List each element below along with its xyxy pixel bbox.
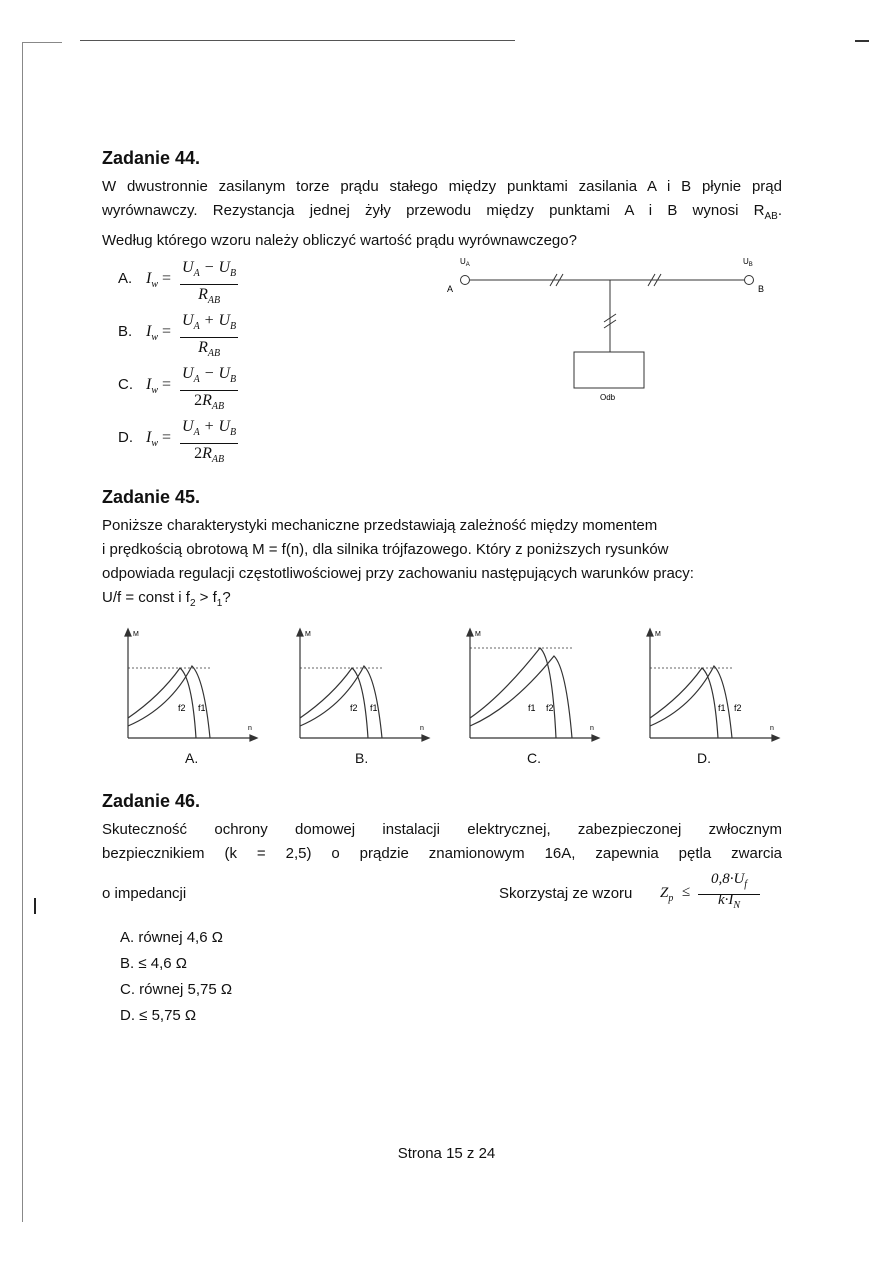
terminal-a <box>461 276 470 285</box>
axis-n-label: n <box>590 725 594 732</box>
option-letter: D. <box>118 429 133 446</box>
scan-margin-mark <box>34 898 36 914</box>
label-ub: $U_B$ <box>743 257 753 268</box>
option-letter: A. <box>118 270 133 287</box>
curve-right <box>470 656 572 738</box>
m-axis-arrow <box>647 629 653 636</box>
option-fraction: $U_A - U_B$ $R_{AB}$ <box>182 259 237 307</box>
chart-caption: A. <box>185 750 199 766</box>
mechanical-characteristic-chart <box>292 626 442 746</box>
curve-left <box>128 668 196 738</box>
curve-label-left: f2 <box>178 703 186 713</box>
label-a: A <box>447 284 454 294</box>
curve-label-right: f1 <box>370 703 378 713</box>
curve-label-left: f2 <box>350 703 358 713</box>
curve-label-left: f1 <box>718 703 726 713</box>
task46-answer: B. ≤ 4,6 Ω <box>120 955 187 972</box>
curve-right <box>300 666 382 738</box>
curve-right <box>128 666 210 738</box>
task44-line: Według którego wzoru należy obliczyć wartość prądu wyrównawczego? <box>102 232 577 249</box>
axis-m-label: M <box>133 631 139 638</box>
mechanical-characteristic-chart <box>642 626 792 746</box>
axis-n-label: n <box>770 725 774 732</box>
task46-answer: C. równej 5,75 Ω <box>120 981 233 998</box>
label-odb: Odb <box>600 393 616 402</box>
axis-m-label: M <box>655 631 661 638</box>
curve-left <box>300 668 368 738</box>
task46-hint: Skorzystaj ze wzoru <box>499 885 633 902</box>
task45-title: Zadanie 45. <box>102 487 201 507</box>
n-axis-arrow <box>422 735 429 741</box>
label-b: B <box>758 284 765 294</box>
chart-caption: C. <box>527 750 541 766</box>
option-fraction: $U_A + U_B$ $R_{AB}$ <box>182 312 237 360</box>
option-fraction: $U_A + U_B$ $2R_{AB}$ <box>182 418 237 466</box>
option-lhs: $I_w$ = <box>146 270 172 291</box>
curve-label-right: f1 <box>198 703 206 713</box>
task46-line1: Skuteczność ochrony domowej instalacji elektrycznej, zabezpieczonej zwłocznym bezpiecznikiem (k = 2,5) o prądzie znamionowym 16A, zapewnia pętla zwarcia <box>102 821 782 862</box>
axis-m-label: M <box>475 631 481 638</box>
n-axis-arrow <box>250 735 257 741</box>
axis-m-label: M <box>305 631 311 638</box>
task46-answer: A. równej 4,6 Ω <box>120 929 223 946</box>
curve-right <box>650 666 732 738</box>
task45-line: odpowiada regulacji częstotliwościowej przy zachowaniu następujących warunków pracy: <box>102 565 694 582</box>
task46-title: Zadanie 46. <box>102 791 201 811</box>
task46-line3: o impedancji <box>102 885 187 902</box>
curve-label-right: f2 <box>734 703 742 713</box>
task44-option <box>118 417 298 465</box>
curve-label-left: f1 <box>528 703 536 713</box>
scan-left-edge <box>22 42 23 1222</box>
mechanical-characteristic-chart <box>120 626 270 746</box>
task45-question <box>102 514 782 616</box>
option-lhs: $I_w$ = <box>146 376 172 397</box>
mechanical-characteristic-chart <box>462 626 612 746</box>
task44-line: wyrównawczy. Rezystancja jednej żyły przewodu między punktami A i B wynosi $R_{AB}$. <box>102 202 782 222</box>
task45-line: Poniższe charakterystyki mechaniczne przedstawiają zależność między momentem <box>102 517 658 534</box>
task44-question <box>102 175 782 253</box>
axis-n-label: n <box>248 725 252 732</box>
m-axis-arrow <box>125 629 131 636</box>
chart-caption: D. <box>697 750 711 766</box>
curve-label-right: f2 <box>546 703 554 713</box>
task45-line: i prędkością obrotową M = f(n), dla silnika trójfazowego. Który z poniższych rysunków <box>102 541 669 558</box>
option-lhs: $I_w$ = <box>146 429 172 450</box>
task44-option <box>118 311 298 359</box>
task46-formula: $Z_p$ ≤ $0,8\cdot U_f$ $k\cdot I_N$ <box>660 870 770 916</box>
curve-left <box>470 648 556 738</box>
scan-top-rule <box>80 40 515 41</box>
chart-caption: B. <box>355 750 369 766</box>
scan-right-dash <box>855 40 869 42</box>
option-letter: C. <box>118 376 133 393</box>
option-lhs: $I_w$ = <box>146 323 172 344</box>
m-axis-arrow <box>297 629 303 636</box>
curve-left <box>650 668 718 738</box>
task44-title: Zadanie 44. <box>102 148 201 168</box>
axis-n-label: n <box>420 725 424 732</box>
n-axis-arrow <box>592 735 599 741</box>
task44-line: W dwustronnie zasilanym torze prądu stałego między punktami zasilania A i B płynie prąd <box>102 178 782 195</box>
option-letter: B. <box>118 323 133 340</box>
label-ua: $U_A$ <box>460 257 470 268</box>
n-axis-arrow <box>772 735 779 741</box>
task44-option <box>118 364 298 412</box>
circuit-diagram <box>440 252 780 422</box>
option-fraction: $U_A - U_B$ $2R_{AB}$ <box>182 365 237 413</box>
load-box <box>574 352 644 388</box>
scan-corner-mark <box>22 42 62 43</box>
terminal-b <box>745 276 754 285</box>
task46-answer: D. ≤ 5,75 Ω <box>120 1007 197 1024</box>
page-footer: Strona 15 z 24 <box>397 1145 496 1162</box>
m-axis-arrow <box>467 629 473 636</box>
task44-option <box>118 258 298 306</box>
task45-condition: U/f = const i $f_2 > f_1$? <box>102 589 231 609</box>
